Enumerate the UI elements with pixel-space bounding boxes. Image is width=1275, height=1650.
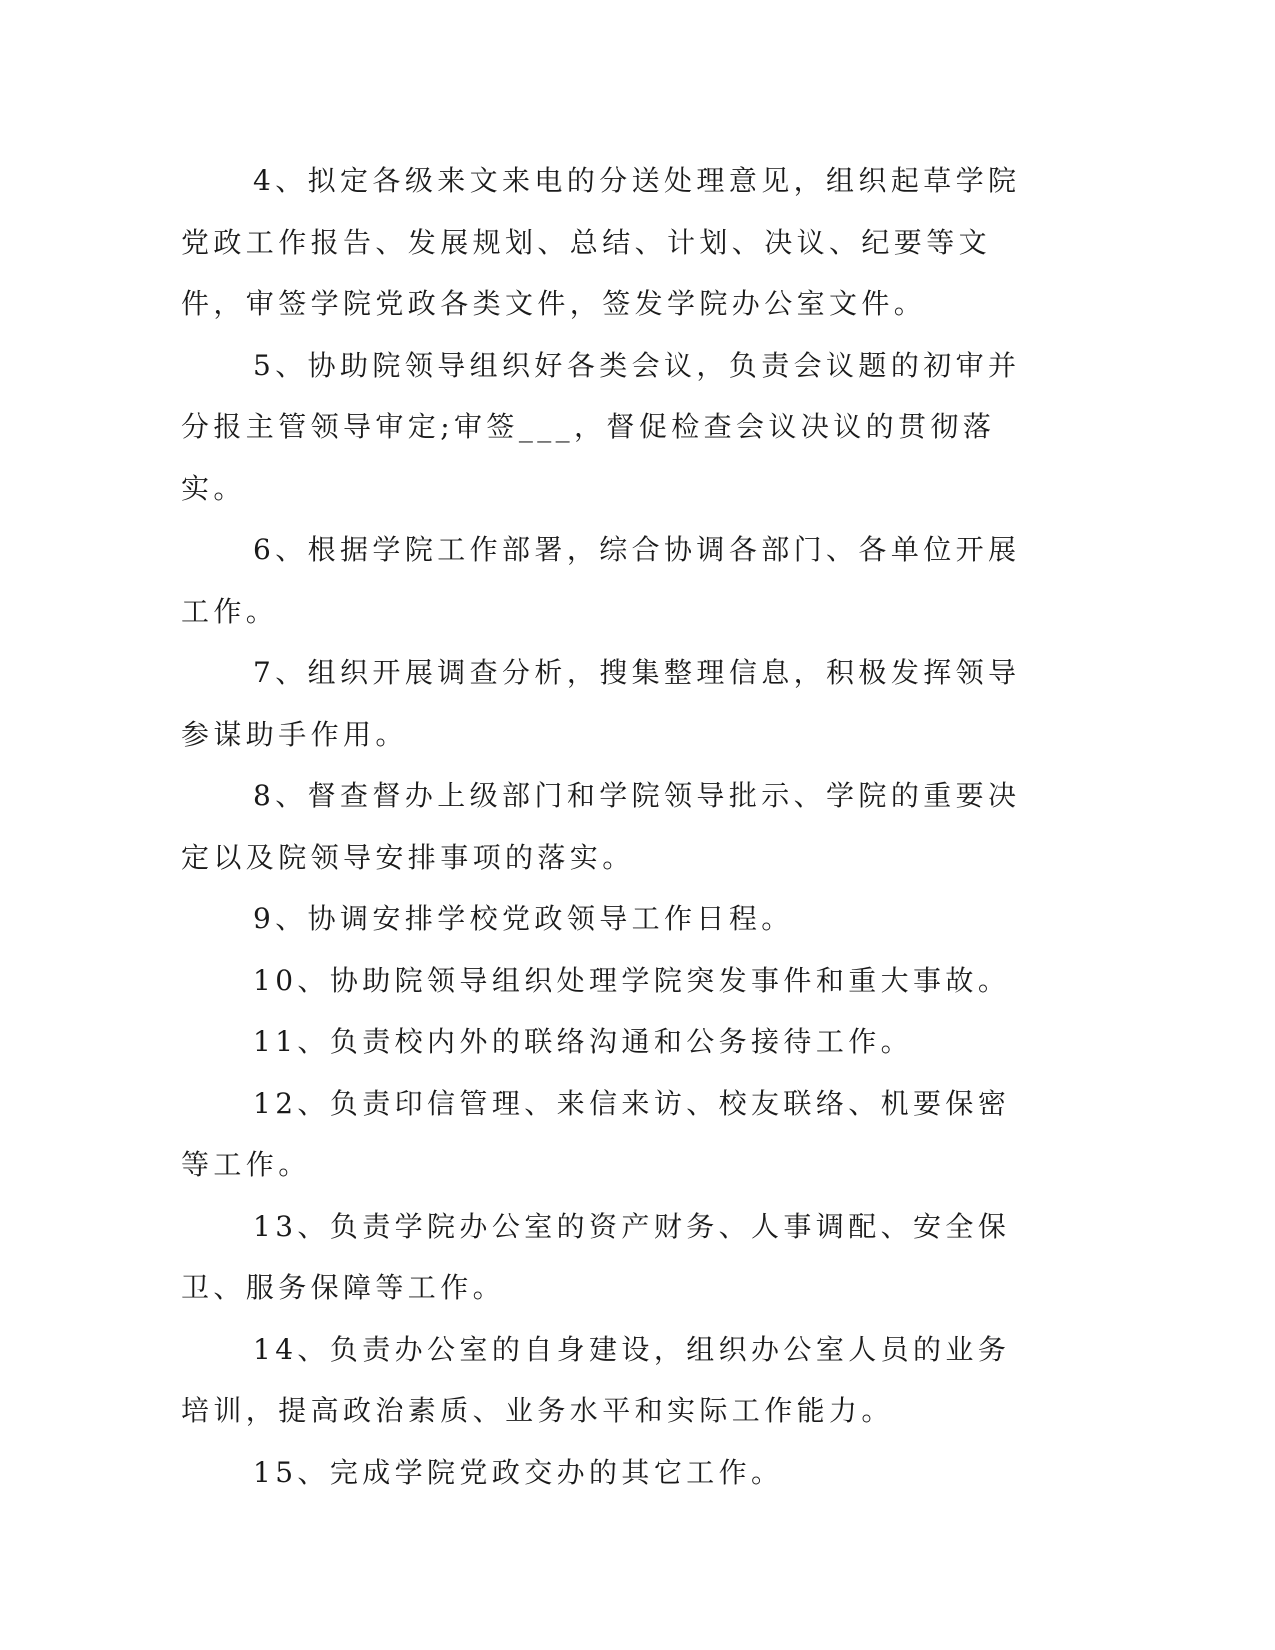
paragraph-item-10: 10、协助院领导组织处理学院突发事件和重大事故。	[253, 963, 1011, 997]
paragraph-item-8: 8、督查督办上级部门和学院领导批示、学院的重要决定以及院领导安排事项的落实。	[181, 779, 1021, 874]
paragraph-item-5: 5、协助院领导组织好各类会议，负责会议题的初审并分报主管领导审定;审签___，督促检查会议决议的贯彻落实。	[181, 348, 1021, 505]
paragraph-item-12: 12、负责印信管理、来信来访、校友联络、机要保密等工作。	[181, 1086, 1011, 1181]
paragraph-item-11: 11、负责校内外的联络沟通和公务接待工作。	[253, 1025, 914, 1058]
paragraph-item-4: 4、拟定各级来文来电的分送处理意见，组织起草学院党政工作报告、发展规划、总结、计划、决议、纪要等文件，审签学院党政各类文件，签发学院办公室文件。	[181, 164, 1021, 320]
document-body	[181, 150, 1041, 1503]
paragraph-item-9: 9、协调安排学校党政领导工作日程。	[253, 902, 794, 935]
paragraph-item-7: 7、组织开展调查分析，搜集整理信息，积极发挥领导参谋助手作用。	[181, 656, 1021, 751]
paragraph-item-14: 14、负责办公室的自身建设，组织办公室人员的业务培训，提高政治素质、业务水平和实际工作能力。	[181, 1332, 1011, 1427]
paragraph-item-6: 6、根据学院工作部署，综合协调各部门、各单位开展工作。	[181, 533, 1021, 628]
paragraph-item-15: 15、完成学院党政交办的其它工作。	[253, 1455, 784, 1489]
paragraph-item-13: 13、负责学院办公室的资产财务、人事调配、安全保卫、服务保障等工作。	[181, 1209, 1011, 1304]
